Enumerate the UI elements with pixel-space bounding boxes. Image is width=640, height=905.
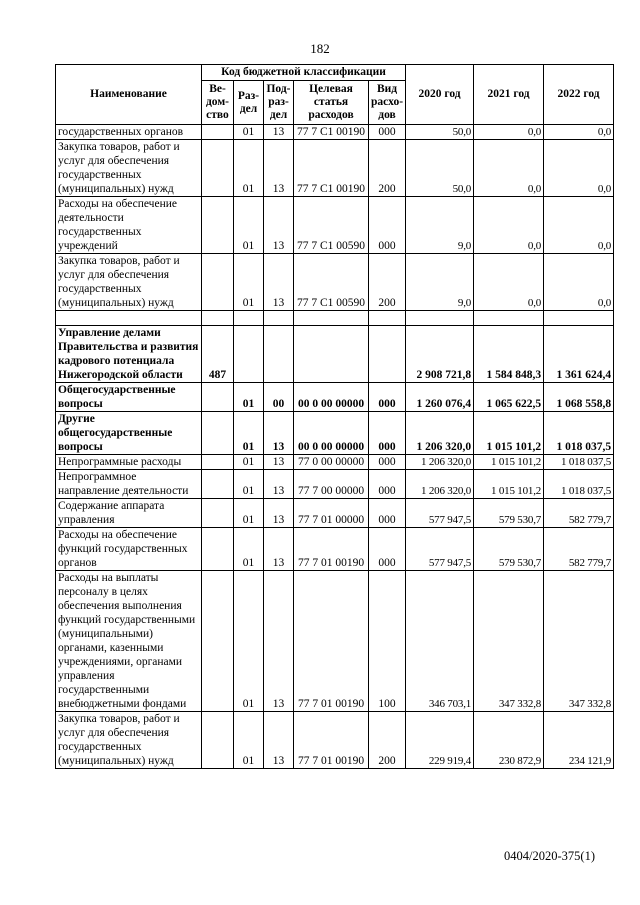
cell-y2021: 1 015 101,2 bbox=[474, 455, 544, 470]
cell-vr: 000 bbox=[369, 125, 406, 140]
cell-y2020: 1 260 076,4 bbox=[406, 383, 474, 412]
cell-podrazdel bbox=[264, 326, 294, 383]
header-2021: 2021 год bbox=[474, 65, 544, 125]
cell-y2021: 0,0 bbox=[474, 140, 544, 197]
cell-vr: 000 bbox=[369, 528, 406, 571]
cell-csr: 77 7 01 00190 bbox=[294, 571, 369, 712]
cell-name: Расходы на обеспечение деятельности государственных учреждений bbox=[56, 197, 202, 254]
cell-csr: 00 0 00 00000 bbox=[294, 412, 369, 455]
cell-y2020: 50,0 bbox=[406, 140, 474, 197]
cell-name: Закупка товаров, работ и услуг для обеспечения государственных (муниципальных) нужд bbox=[56, 254, 202, 311]
cell-y2022: 1 018 037,5 bbox=[544, 412, 614, 455]
cell-y2021: 0,0 bbox=[474, 197, 544, 254]
cell-y2020: 577 947,5 bbox=[406, 499, 474, 528]
cell-y2022: 1 361 624,4 bbox=[544, 326, 614, 383]
header-vr: Вид расхо-дов bbox=[369, 81, 406, 125]
cell-ved bbox=[202, 125, 234, 140]
cell-podrazdel: 13 bbox=[264, 140, 294, 197]
cell-y2022: 1 068 558,8 bbox=[544, 383, 614, 412]
cell-csr: 77 7 С1 00590 bbox=[294, 254, 369, 311]
cell-ved bbox=[202, 455, 234, 470]
table-row bbox=[56, 712, 614, 769]
cell-y2022: 582 779,7 bbox=[544, 528, 614, 571]
cell-podrazdel: 13 bbox=[264, 254, 294, 311]
cell-csr: 77 7 00 00000 bbox=[294, 470, 369, 499]
cell-y2022: 1 018 037,5 bbox=[544, 470, 614, 499]
cell-razdel: 01 bbox=[234, 254, 264, 311]
cell-vr: 000 bbox=[369, 383, 406, 412]
cell-csr: 00 0 00 00000 bbox=[294, 383, 369, 412]
header-csr: Целевая статья расходов bbox=[294, 81, 369, 125]
cell-ved bbox=[202, 571, 234, 712]
cell-vr: 000 bbox=[369, 499, 406, 528]
cell-razdel: 01 bbox=[234, 499, 264, 528]
cell-name: Непрограммное направление деятельности bbox=[56, 470, 202, 499]
page-number: 182 bbox=[310, 41, 330, 56]
table-row bbox=[56, 571, 614, 712]
cell-razdel bbox=[234, 311, 264, 326]
header-razdel: Раз-дел bbox=[234, 81, 264, 125]
header-name: Наименование bbox=[56, 65, 202, 125]
cell-y2020: 2 908 721,8 bbox=[406, 326, 474, 383]
cell-csr: 77 7 01 00190 bbox=[294, 712, 369, 769]
cell-podrazdel: 13 bbox=[264, 412, 294, 455]
cell-podrazdel: 13 bbox=[264, 712, 294, 769]
table-row bbox=[56, 254, 614, 311]
cell-y2020: 9,0 bbox=[406, 254, 474, 311]
cell-ved bbox=[202, 499, 234, 528]
cell-podrazdel bbox=[264, 311, 294, 326]
cell-podrazdel: 00 bbox=[264, 383, 294, 412]
table-row bbox=[56, 311, 614, 326]
cell-y2020: 1 206 320,0 bbox=[406, 470, 474, 499]
cell-vr bbox=[369, 326, 406, 383]
cell-razdel: 01 bbox=[234, 140, 264, 197]
cell-name: Другие общегосударственные вопросы bbox=[56, 412, 202, 455]
cell-y2020: 346 703,1 bbox=[406, 571, 474, 712]
cell-csr: 77 7 С1 00590 bbox=[294, 197, 369, 254]
cell-name: Расходы на обеспечение функций государственных органов bbox=[56, 528, 202, 571]
cell-vr: 000 bbox=[369, 470, 406, 499]
cell-podrazdel: 13 bbox=[264, 197, 294, 254]
cell-name: государственных органов bbox=[56, 125, 202, 140]
table-row bbox=[56, 326, 614, 383]
cell-ved bbox=[202, 412, 234, 455]
table-row bbox=[56, 455, 614, 470]
cell-name bbox=[56, 311, 202, 326]
cell-vr: 000 bbox=[369, 412, 406, 455]
cell-csr: 77 7 01 00190 bbox=[294, 528, 369, 571]
cell-y2021 bbox=[474, 311, 544, 326]
cell-csr bbox=[294, 326, 369, 383]
cell-razdel: 01 bbox=[234, 125, 264, 140]
cell-ved: 487 bbox=[202, 326, 234, 383]
cell-ved bbox=[202, 254, 234, 311]
cell-razdel: 01 bbox=[234, 197, 264, 254]
cell-y2021: 579 530,7 bbox=[474, 528, 544, 571]
cell-vr: 200 bbox=[369, 254, 406, 311]
cell-podrazdel: 13 bbox=[264, 125, 294, 140]
table-row bbox=[56, 125, 614, 140]
cell-razdel: 01 bbox=[234, 470, 264, 499]
cell-csr: 77 7 С1 00190 bbox=[294, 140, 369, 197]
cell-csr: 77 0 00 00000 bbox=[294, 455, 369, 470]
header-kbk: Код бюджетной классификации bbox=[202, 65, 406, 81]
cell-y2022: 582 779,7 bbox=[544, 499, 614, 528]
cell-razdel: 01 bbox=[234, 412, 264, 455]
table-row bbox=[56, 383, 614, 412]
cell-y2021: 1 065 622,5 bbox=[474, 383, 544, 412]
cell-vr: 200 bbox=[369, 712, 406, 769]
cell-razdel: 01 bbox=[234, 528, 264, 571]
cell-name: Управление делами Правительства и развития кадрового потенциала Нижегородской области bbox=[56, 326, 202, 383]
cell-name: Непрограммные расходы bbox=[56, 455, 202, 470]
cell-csr: 77 7 С1 00190 bbox=[294, 125, 369, 140]
cell-y2021: 579 530,7 bbox=[474, 499, 544, 528]
cell-y2022: 347 332,8 bbox=[544, 571, 614, 712]
cell-y2020: 229 919,4 bbox=[406, 712, 474, 769]
cell-y2021: 1 584 848,3 bbox=[474, 326, 544, 383]
table-row bbox=[56, 528, 614, 571]
cell-y2021: 0,0 bbox=[474, 254, 544, 311]
cell-ved bbox=[202, 470, 234, 499]
table-row bbox=[56, 412, 614, 455]
cell-y2022: 0,0 bbox=[544, 254, 614, 311]
cell-name: Общегосударственные вопросы bbox=[56, 383, 202, 412]
cell-podrazdel: 13 bbox=[264, 528, 294, 571]
cell-y2021: 1 015 101,2 bbox=[474, 412, 544, 455]
cell-razdel: 01 bbox=[234, 712, 264, 769]
cell-y2020: 577 947,5 bbox=[406, 528, 474, 571]
cell-ved bbox=[202, 311, 234, 326]
table-row bbox=[56, 470, 614, 499]
cell-vr bbox=[369, 311, 406, 326]
cell-y2020: 1 206 320,0 bbox=[406, 455, 474, 470]
cell-y2022 bbox=[544, 311, 614, 326]
header-2022: 2022 год bbox=[544, 65, 614, 125]
table-row bbox=[56, 499, 614, 528]
cell-podrazdel: 13 bbox=[264, 499, 294, 528]
cell-y2020: 9,0 bbox=[406, 197, 474, 254]
cell-name: Расходы на выплаты персоналу в целях обеспечения выполнения функций государственными (муниципальными) органами, казенными учреждениями, органами управления государственными внебюджетными фондами bbox=[56, 571, 202, 712]
cell-y2022: 1 018 037,5 bbox=[544, 455, 614, 470]
document-code: 0404/2020-375(1) bbox=[504, 849, 595, 863]
cell-podrazdel: 13 bbox=[264, 571, 294, 712]
cell-y2020: 1 206 320,0 bbox=[406, 412, 474, 455]
header-2020: 2020 год bbox=[406, 65, 474, 125]
header-podrazdel: Под-раз-дел bbox=[264, 81, 294, 125]
cell-y2022: 0,0 bbox=[544, 197, 614, 254]
cell-ved bbox=[202, 197, 234, 254]
cell-razdel: 01 bbox=[234, 571, 264, 712]
cell-ved bbox=[202, 140, 234, 197]
cell-y2022: 0,0 bbox=[544, 140, 614, 197]
header-ved: Ве-дом-ство bbox=[202, 81, 234, 125]
cell-y2020 bbox=[406, 311, 474, 326]
cell-y2021: 1 015 101,2 bbox=[474, 470, 544, 499]
cell-podrazdel: 13 bbox=[264, 455, 294, 470]
cell-ved bbox=[202, 528, 234, 571]
cell-ved bbox=[202, 383, 234, 412]
budget-table bbox=[55, 64, 614, 769]
cell-podrazdel: 13 bbox=[264, 470, 294, 499]
cell-vr: 000 bbox=[369, 455, 406, 470]
cell-y2020: 50,0 bbox=[406, 125, 474, 140]
table-row bbox=[56, 140, 614, 197]
cell-csr bbox=[294, 311, 369, 326]
cell-y2021: 0,0 bbox=[474, 125, 544, 140]
cell-razdel: 01 bbox=[234, 455, 264, 470]
cell-razdel: 01 bbox=[234, 383, 264, 412]
cell-vr: 000 bbox=[369, 197, 406, 254]
cell-name: Содержание аппарата управления bbox=[56, 499, 202, 528]
cell-name: Закупка товаров, работ и услуг для обеспечения государственных (муниципальных) нужд bbox=[56, 712, 202, 769]
cell-vr: 100 bbox=[369, 571, 406, 712]
cell-razdel bbox=[234, 326, 264, 383]
cell-csr: 77 7 01 00000 bbox=[294, 499, 369, 528]
cell-vr: 200 bbox=[369, 140, 406, 197]
header-row-1 bbox=[56, 65, 614, 81]
cell-y2021: 347 332,8 bbox=[474, 571, 544, 712]
cell-y2022: 0,0 bbox=[544, 125, 614, 140]
cell-name: Закупка товаров, работ и услуг для обеспечения государственных (муниципальных) нужд bbox=[56, 140, 202, 197]
cell-y2022: 234 121,9 bbox=[544, 712, 614, 769]
cell-y2021: 230 872,9 bbox=[474, 712, 544, 769]
table-row bbox=[56, 197, 614, 254]
cell-ved bbox=[202, 712, 234, 769]
